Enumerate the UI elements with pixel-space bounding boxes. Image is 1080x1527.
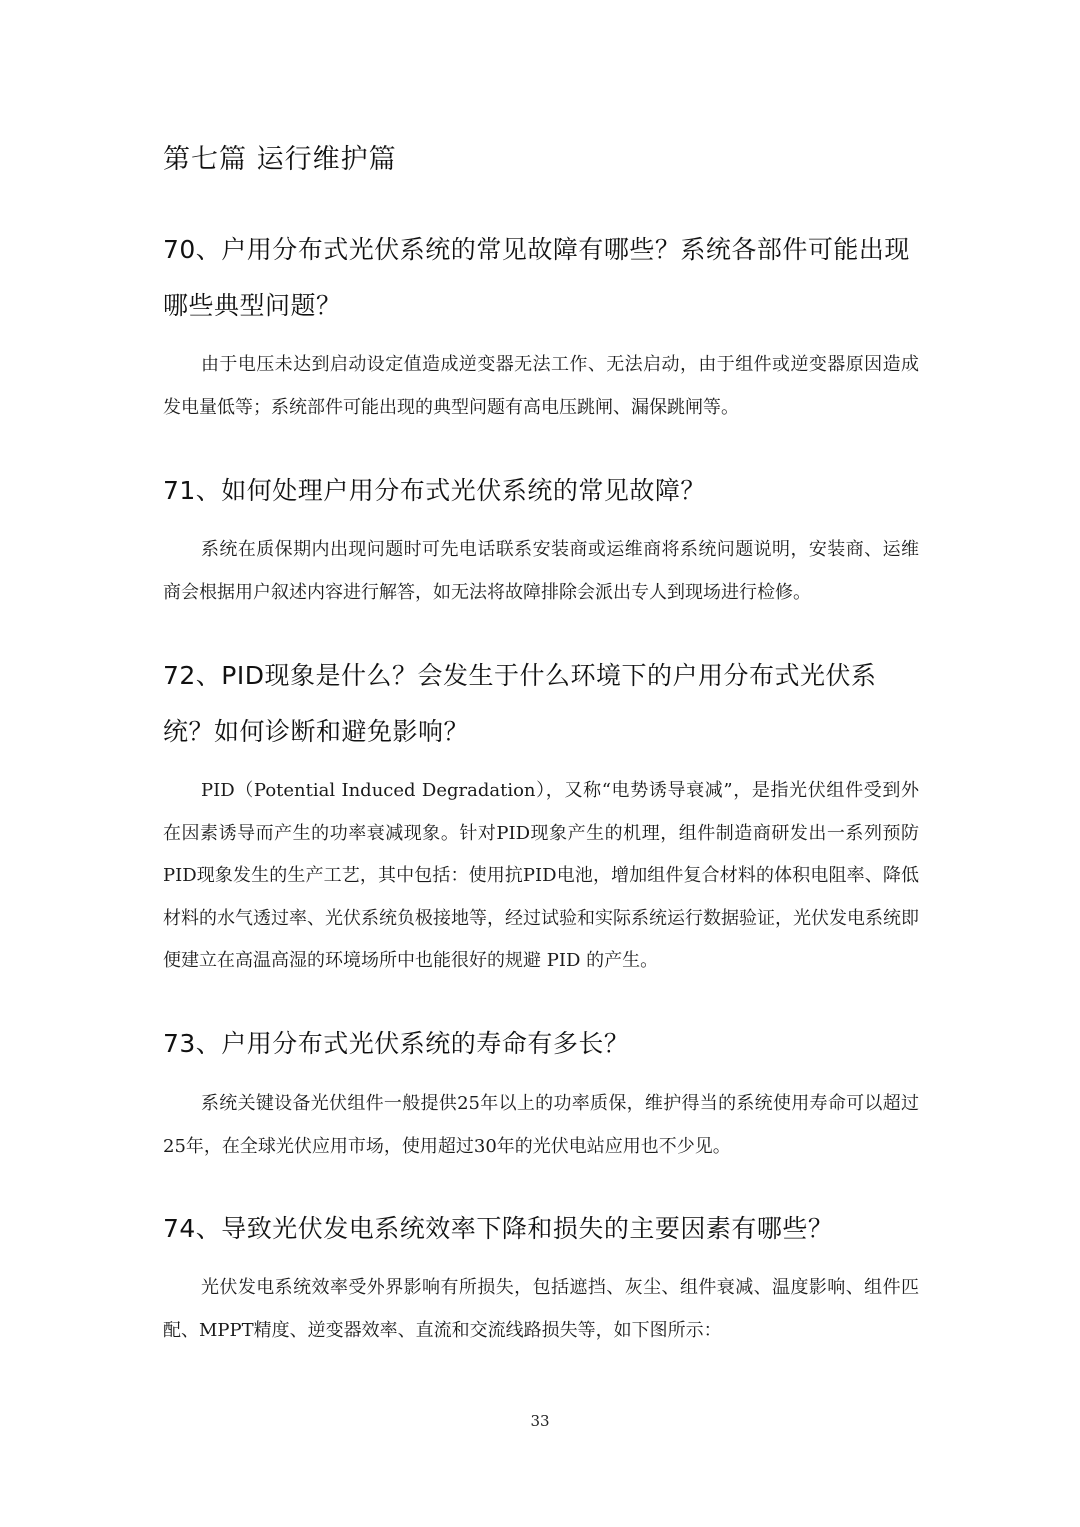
answer-70: 由于电压未达到启动设定值造成逆变器无法工作、无法启动，由于组件或逆变器原因造成发电量低等；系统部件可能出现的典型问题有高电压跳闸、漏保跳闸等。 — [163, 354, 919, 418]
answer-72: PID（Potential Induced Degradation），又称“电势诱导衰减”，是指光伏组件受到外在因素诱导而产生的功率衰减现象。针对PID现象产生的机理，组件制造商研发出一系列预防PID现象发生的生产工艺，其中包括：使用抗PID电池，增加组件复合材料的体积电阻率、降低材料的水气透过率、光伏系统负极接地等，经过试验和实际系统运行数据验证，光伏发电系统即便建立在高温高湿的环境场所中也能很好的规避 PID 的产生。 — [163, 780, 919, 971]
question-71: 71、如何处理户用分布式光伏系统的常见故障？ — [163, 476, 706, 505]
page-number: 33 — [530, 1412, 550, 1430]
question-70: 70、户用分布式光伏系统的常见故障有哪些？系统各部件可能出现哪些典型问题？ — [163, 235, 910, 320]
answer-73: 系统关键设备光伏组件一般提供25年以上的功率质保，维护得当的系统使用寿命可以超过25年，在全球光伏应用市场，使用超过30年的光伏电站应用也不少见。 — [163, 1093, 919, 1157]
part-title: 第七篇 运行维护篇 — [163, 144, 397, 175]
question-73: 73、户用分布式光伏系统的寿命有多长？ — [163, 1029, 630, 1058]
answer-74: 光伏发电系统效率受外界影响有所损失，包括遮挡、灰尘、组件衰减、温度影响、组件匹配、MPPT精度、逆变器效率、直流和交流线路损失等，如下图所示： — [163, 1277, 919, 1341]
question-74: 74、导致光伏发电系统效率下降和损失的主要因素有哪些？ — [163, 1214, 834, 1243]
answer-71: 系统在质保期内出现问题时可先电话联系安装商或运维商将系统问题说明，安装商、运维商会根据用户叙述内容进行解答，如无法将故障排除会派出专人到现场进行检修。 — [163, 539, 919, 603]
question-72: 72、PID现象是什么？会发生于什么环境下的户用分布式光伏系统？如何诊断和避免影响？ — [163, 661, 877, 746]
